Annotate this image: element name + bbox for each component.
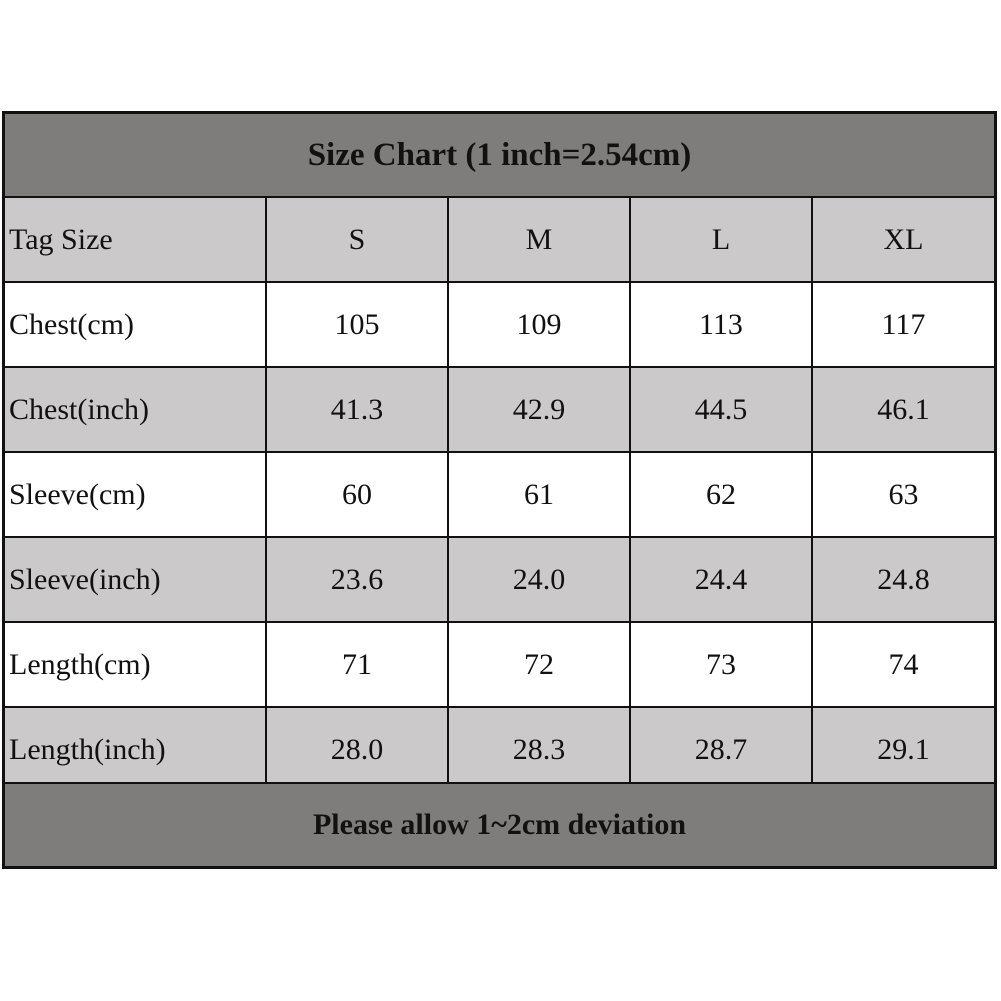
size-table [5, 198, 994, 791]
row-label: Sleeve(inch) [5, 537, 266, 622]
table-cell: 28.7 [630, 707, 812, 791]
table-cell: 105 [266, 282, 448, 367]
row-label: Chest(cm) [5, 282, 266, 367]
header-size-s: S [266, 198, 448, 282]
table-cell: 23.6 [266, 537, 448, 622]
table-cell: 74 [812, 622, 994, 707]
table-row [5, 282, 994, 367]
header-label: Tag Size [5, 198, 266, 282]
table-cell: 73 [630, 622, 812, 707]
table-cell: 41.3 [266, 367, 448, 452]
table-cell: 24.8 [812, 537, 994, 622]
chart-title: Size Chart (1 inch=2.54cm) [5, 114, 994, 198]
table-row [5, 452, 994, 537]
table-header-row [5, 198, 994, 282]
table-cell: 44.5 [630, 367, 812, 452]
table-cell: 60 [266, 452, 448, 537]
table-cell: 72 [448, 622, 630, 707]
row-label: Chest(inch) [5, 367, 266, 452]
table-cell: 63 [812, 452, 994, 537]
table-cell: 42.9 [448, 367, 630, 452]
table-row [5, 622, 994, 707]
table-cell: 29.1 [812, 707, 994, 791]
table-cell: 117 [812, 282, 994, 367]
table-row [5, 707, 994, 791]
row-label: Sleeve(cm) [5, 452, 266, 537]
table-cell: 28.0 [266, 707, 448, 791]
header-size-m: M [448, 198, 630, 282]
header-size-xl: XL [812, 198, 994, 282]
table-cell: 109 [448, 282, 630, 367]
table-cell: 28.3 [448, 707, 630, 791]
table-cell: 62 [630, 452, 812, 537]
row-label: Length(inch) [5, 707, 266, 791]
table-cell: 24.4 [630, 537, 812, 622]
table-cell: 113 [630, 282, 812, 367]
table-cell: 71 [266, 622, 448, 707]
table-row [5, 367, 994, 452]
table-cell: 46.1 [812, 367, 994, 452]
row-label: Length(cm) [5, 622, 266, 707]
size-chart [2, 111, 997, 869]
header-size-l: L [630, 198, 812, 282]
table-cell: 61 [448, 452, 630, 537]
deviation-note: Please allow 1~2cm deviation [5, 782, 994, 866]
table-cell: 24.0 [448, 537, 630, 622]
table-row [5, 537, 994, 622]
